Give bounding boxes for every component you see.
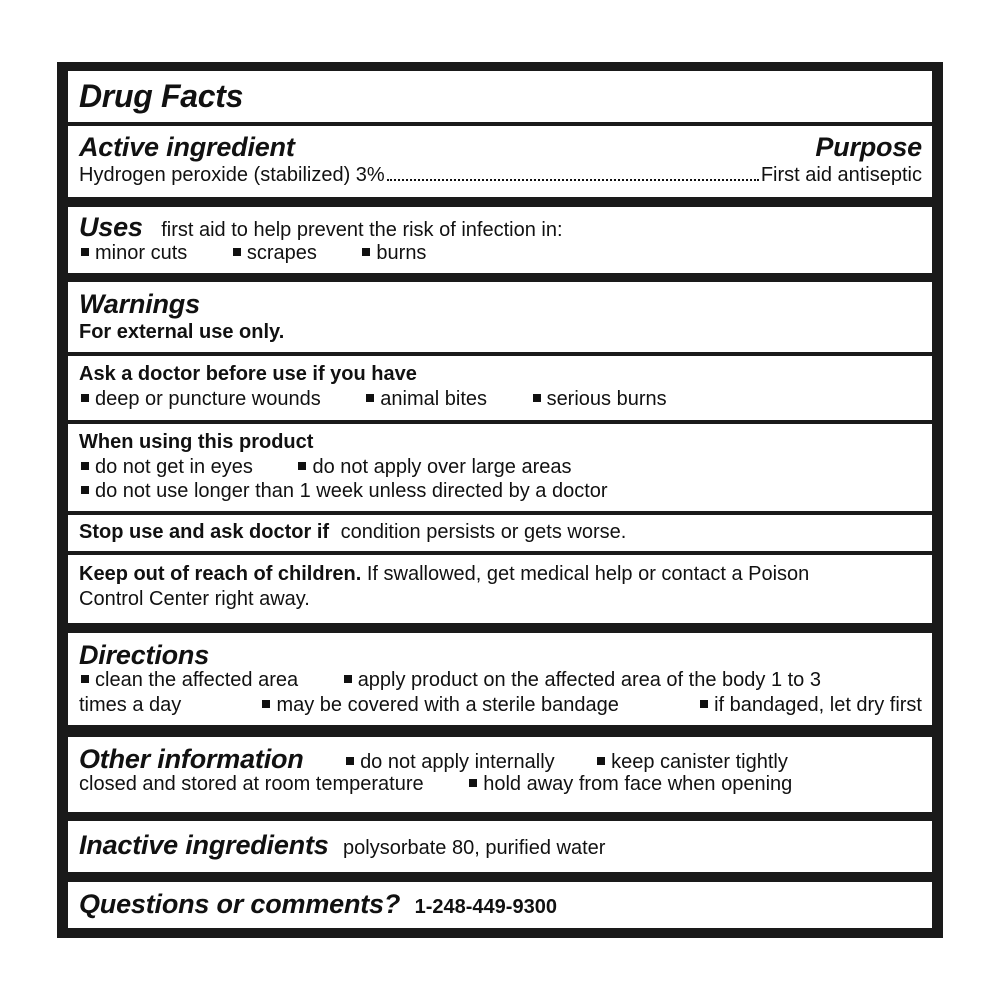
keep-out-text-cont: Control Center right away.	[79, 587, 310, 610]
when-using-item: do not apply over large areas	[296, 455, 571, 480]
external-use-text: For external use only.	[79, 321, 285, 343]
active-ingredient-purpose: First aid antiseptic	[760, 164, 922, 186]
keep-out-heading: Keep out of reach of children.	[79, 563, 362, 585]
inactive-heading: Inactive ingredients	[79, 830, 329, 860]
active-ingredient-section	[68, 126, 932, 197]
when-using-item: do not get in eyes	[79, 455, 253, 480]
directions-item: clean the affected area	[79, 668, 298, 693]
directions-item: may be covered with a sterile bandage	[260, 693, 618, 718]
other-info-item: do not apply internally	[344, 751, 555, 773]
warnings-heading: Warnings	[79, 289, 200, 319]
ask-doctor-section	[68, 356, 932, 420]
stop-use-text: condition persists or gets worse.	[340, 521, 627, 543]
title-row	[68, 71, 932, 122]
uses-section	[68, 207, 932, 273]
ask-doctor-item: animal bites	[364, 387, 487, 412]
dot-leader	[387, 179, 759, 181]
directions-item-cont: times a day	[79, 693, 182, 716]
ask-doctor-heading: Ask a doctor before use if you have	[79, 363, 417, 385]
other-info-item-cont: closed and stored at room temperature	[79, 773, 424, 795]
inactive-section	[68, 821, 932, 872]
purpose-heading: Purpose	[815, 132, 922, 162]
keep-out-section	[68, 555, 932, 623]
warnings-section	[68, 282, 932, 352]
uses-item: minor cuts	[79, 241, 187, 266]
other-info-section	[68, 737, 932, 812]
uses-heading: Uses	[79, 212, 143, 242]
other-info-item: keep canister tightly	[595, 751, 788, 773]
directions-item: apply product on the affected area of the body 1 to 3	[342, 668, 821, 693]
active-ingredient-name: Hydrogen peroxide (stabilized) 3%	[79, 164, 385, 186]
stop-use-section	[68, 515, 932, 551]
drug-facts-panel	[57, 62, 943, 938]
inactive-text: polysorbate 80, purified water	[343, 837, 606, 859]
when-using-item: do not use longer than 1 week unless directed by a doctor	[79, 479, 608, 504]
uses-item: burns	[360, 241, 426, 266]
directions-section	[68, 633, 932, 725]
keep-out-text: If swallowed, get medical help or contact a Poison	[366, 563, 810, 585]
active-ingredient-heading: Active ingredient	[79, 132, 295, 162]
when-using-heading: When using this product	[79, 431, 314, 453]
questions-section	[68, 882, 932, 928]
uses-intro: first aid to help prevent the risk of infection in:	[161, 219, 563, 241]
other-info-heading: Other information	[79, 744, 304, 774]
ask-doctor-item: deep or puncture wounds	[79, 387, 321, 412]
directions-item: if bandaged, let dry first	[698, 693, 922, 718]
questions-heading: Questions or comments?	[79, 889, 401, 919]
page-title: Drug Facts	[79, 78, 244, 114]
phone-number: 1-248-449-9300	[414, 896, 557, 918]
other-info-item: hold away from face when opening	[467, 773, 792, 795]
stop-use-heading: Stop use and ask doctor if	[79, 521, 330, 543]
directions-heading: Directions	[79, 640, 210, 670]
ask-doctor-item: serious burns	[531, 387, 667, 412]
uses-item: scrapes	[231, 241, 317, 266]
when-using-section	[68, 424, 932, 511]
